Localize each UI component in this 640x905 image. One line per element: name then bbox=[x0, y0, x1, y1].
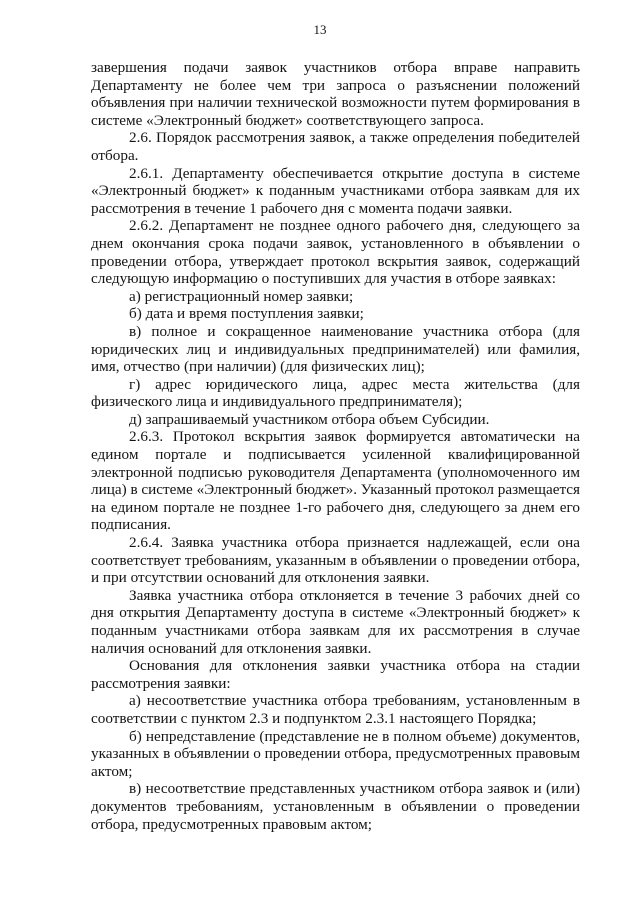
grounds-item-b: б) непредставление (представление не в полном объеме) документов, указанных в объявлении о проведении отбора, предусмотренных правовым актом; bbox=[91, 727, 580, 780]
paragraph-2-6-heading: 2.6. Порядок рассмотрения заявок, а также определения победителей отбора. bbox=[91, 129, 580, 164]
paragraph-continuation: завершения подачи заявок участников отбора вправе направить Департаменту не более чем три запроса о разъяснении положений объявления при наличии технической возможности путем формирования в системе «Электронный бюджет» соответствующего запроса. bbox=[91, 59, 580, 129]
paragraph-rejection-term: Заявка участника отбора отклоняется в течение 3 рабочих дней со дня открытия Департаменту доступа в системе «Электронный бюджет» к поданным участниками отбора заявкам для их рассмотрения в случае наличия оснований для отклонения заявки. bbox=[91, 586, 580, 657]
list-item-v: в) полное и сокращенное наименование участника отбора (для юридических лиц и индивидуальных предпринимателей) или фамилия, имя, отчество (при наличии) (для физических лиц); bbox=[91, 322, 580, 376]
document-body bbox=[91, 59, 580, 833]
list-item-b: б) дата и время поступления заявки; bbox=[129, 305, 364, 323]
paragraph-2-6-3: 2.6.3. Протокол вскрытия заявок формируется автоматически на едином портале и подписывается усиленной квалифицированной электронной подписью руководителя Департамента (уполномоченного им лица) в системе «Электронный бюджет». Указанный протокол размещается на едином портале не позднее 1-го рабочего дня, следующего за днем его подписания. bbox=[91, 428, 580, 534]
grounds-item-a: а) несоответствие участника отбора требованиям, установленным в соответствии с пунктом 2.3 и подпунктом 2.3.1 настоящего Порядка; bbox=[91, 692, 580, 727]
list-item-a: а) регистрационный номер заявки; bbox=[129, 287, 354, 305]
list-item-d: д) запрашиваемый участником отбора объем Субсидии. bbox=[129, 410, 490, 428]
list-item-g: г) адрес юридического лица, адрес места жительства (для физического лица и индивидуального предпринимателя); bbox=[91, 375, 580, 411]
paragraph-2-6-1: 2.6.1. Департаменту обеспечивается открытие доступа в системе «Электронный бюджет» к поданным участниками отбора заявкам для их рассмотрения в течение 1 рабочего дня с момента подачи заявки. bbox=[91, 164, 580, 217]
paragraph-2-6-4: 2.6.4. Заявка участника отбора признается надлежащей, если она соответствует требованиям, указанным в объявлении о проведении отбора, и при отсутствии оснований для отклонения заявки. bbox=[91, 534, 580, 587]
paragraph-rejection-grounds: Основания для отклонения заявки участника отбора на стадии рассмотрения заявки: bbox=[91, 657, 580, 692]
grounds-item-v: в) несоответствие представленных участником отбора заявок и (или) документов требованиям, установленным в объявлении о проведении отбора, предусмотренных правовым актом; bbox=[91, 780, 580, 833]
paragraph-2-6-2: 2.6.2. Департамент не позднее одного рабочего дня, следующего за днем окончания срока подачи заявок, установленного в объявлении о проведении отбора, утверждает протокол вскрытия заявок, содержащий следующую информацию о поступивших для участия в отборе заявках: bbox=[91, 217, 580, 288]
page-number: 13 bbox=[313, 22, 327, 37]
